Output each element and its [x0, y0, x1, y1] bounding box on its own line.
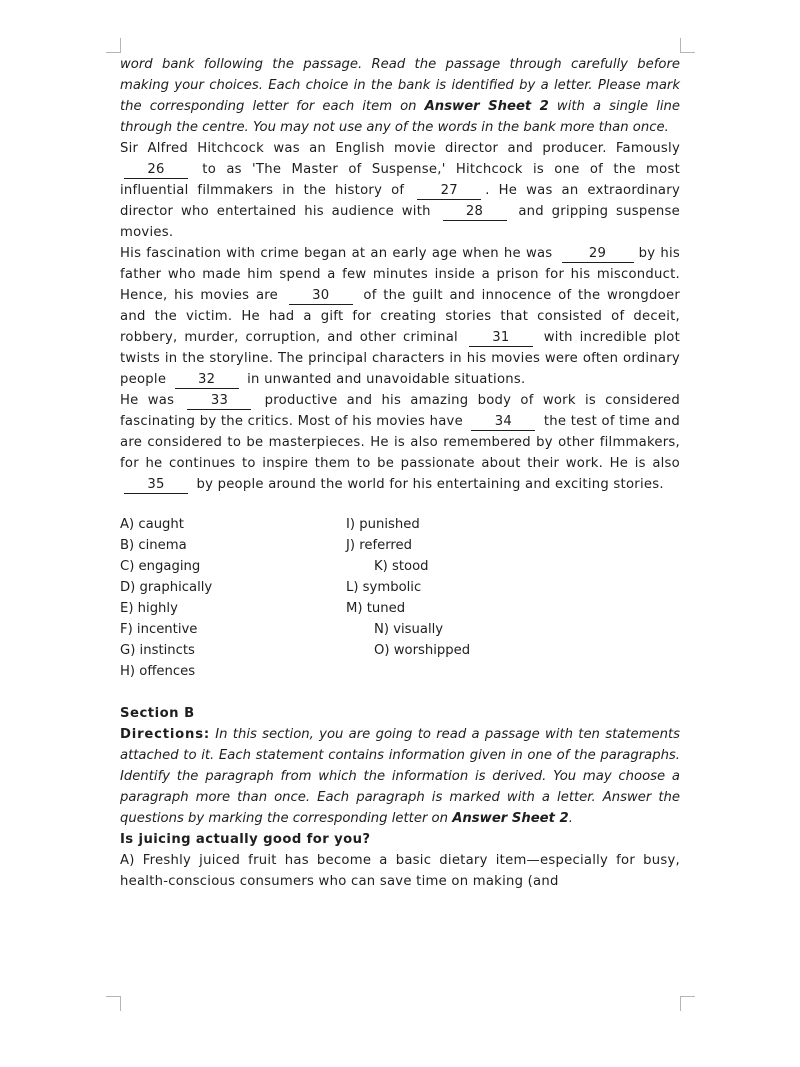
blank-28: 28: [443, 204, 507, 221]
passage-paragraph-3: He was 33 productive and his amazing body of work is considered fascinating by the critics. Most of his movies have 34 the test of time and are considered to be masterpieces. He is also remembered by other filmmakers, for he continues to inspire them to be passionate about their work. He is also 35 by people around the world for his entertaining and exciting stories.: [120, 393, 680, 492]
blank-35: 35: [124, 477, 188, 494]
crop-mark-top-left: [106, 38, 121, 53]
crop-mark-bottom-left: [106, 996, 121, 1011]
option-g: G) instincts: [120, 643, 195, 658]
directions-label: Directions:: [120, 727, 210, 742]
option-e: E) highly: [120, 601, 178, 616]
answer-sheet-ref-b: Answer Sheet 2: [452, 811, 569, 826]
option-j: J) referred: [346, 538, 413, 553]
option-d: D) graphically: [120, 580, 213, 595]
option-l: L) symbolic: [346, 580, 422, 595]
intro-instructions: word bank following the passage. Read the passage through carefully before making your choices. Each choice in the bank is identified by a letter. Please mark the corresponding letter for each item on Answer Sheet 2 with a single line through the centre. You may not use any of the words in the bank more than once.: [120, 57, 680, 135]
blank-26: 26: [124, 162, 188, 179]
option-n: N) visually: [374, 622, 444, 637]
option-b: B) cinema: [120, 538, 187, 553]
article-paragraph-a: A) Freshly juiced fruit has become a basic dietary item—especially for busy, health-conscious consumers who can save time on making (and: [120, 853, 680, 889]
blank-31: 31: [469, 330, 533, 347]
option-k: K) stood: [374, 559, 429, 574]
option-o: O) worshipped: [374, 643, 471, 658]
document-page: [120, 54, 680, 892]
answer-sheet-ref: Answer Sheet 2: [424, 99, 549, 114]
option-empty: [346, 661, 680, 682]
blank-30: 30: [289, 288, 353, 305]
blank-29: 29: [562, 246, 634, 263]
passage-paragraph-1: Sir Alfred Hitchcock was an English movie director and producer. Famously 26 to as 'The Master of Suspense,' Hitchcock is one of the most influential filmmakers in the history of 27 . He was an extraordinary director who entertained his audience with 28 and gripping suspense movies.: [120, 141, 680, 240]
option-i: I) punished: [346, 517, 420, 532]
blank-33: 33: [187, 393, 251, 410]
option-c: C) engaging: [120, 559, 201, 574]
blank-27: 27: [417, 183, 481, 200]
passage-paragraph-2: His fascination with crime began at an early age when he was 29 by his father who made him spend a few minutes inside a prison for his misconduct. Hence, his movies are 30 of the guilt and innocence of the wrongdoer and the victim. He had a gift for creating stories that consisted of deceit, robbery, murder, corruption, and other criminal 31 with incredible plot twists in the storyline. The principal characters in his movies were often ordinary people 32 in unwanted and unavoidable situations.: [120, 246, 680, 387]
crop-mark-bottom-right: [680, 996, 695, 1011]
option-m: M) tuned: [346, 601, 406, 616]
option-f: F) incentive: [120, 622, 198, 637]
section-b-directions: Directions: In this section, you are going to read a passage with ten statements attached to it. Each statement contains information given in one of the paragraphs. Identify the paragraph from which the information is derived. You may choose a paragraph more than once. Each paragraph is marked with a letter. Answer the questions by marking the corresponding letter on Answer Sheet 2.: [120, 727, 680, 826]
option-a: A) caught: [120, 517, 184, 532]
word-bank: [120, 514, 680, 682]
crop-mark-top-right: [680, 38, 695, 53]
option-h: H) offences: [120, 664, 196, 679]
blank-34: 34: [471, 414, 535, 431]
blank-32: 32: [175, 372, 239, 389]
article-title: Is juicing actually good for you?: [120, 832, 371, 847]
section-b-title: Section B: [120, 706, 195, 721]
